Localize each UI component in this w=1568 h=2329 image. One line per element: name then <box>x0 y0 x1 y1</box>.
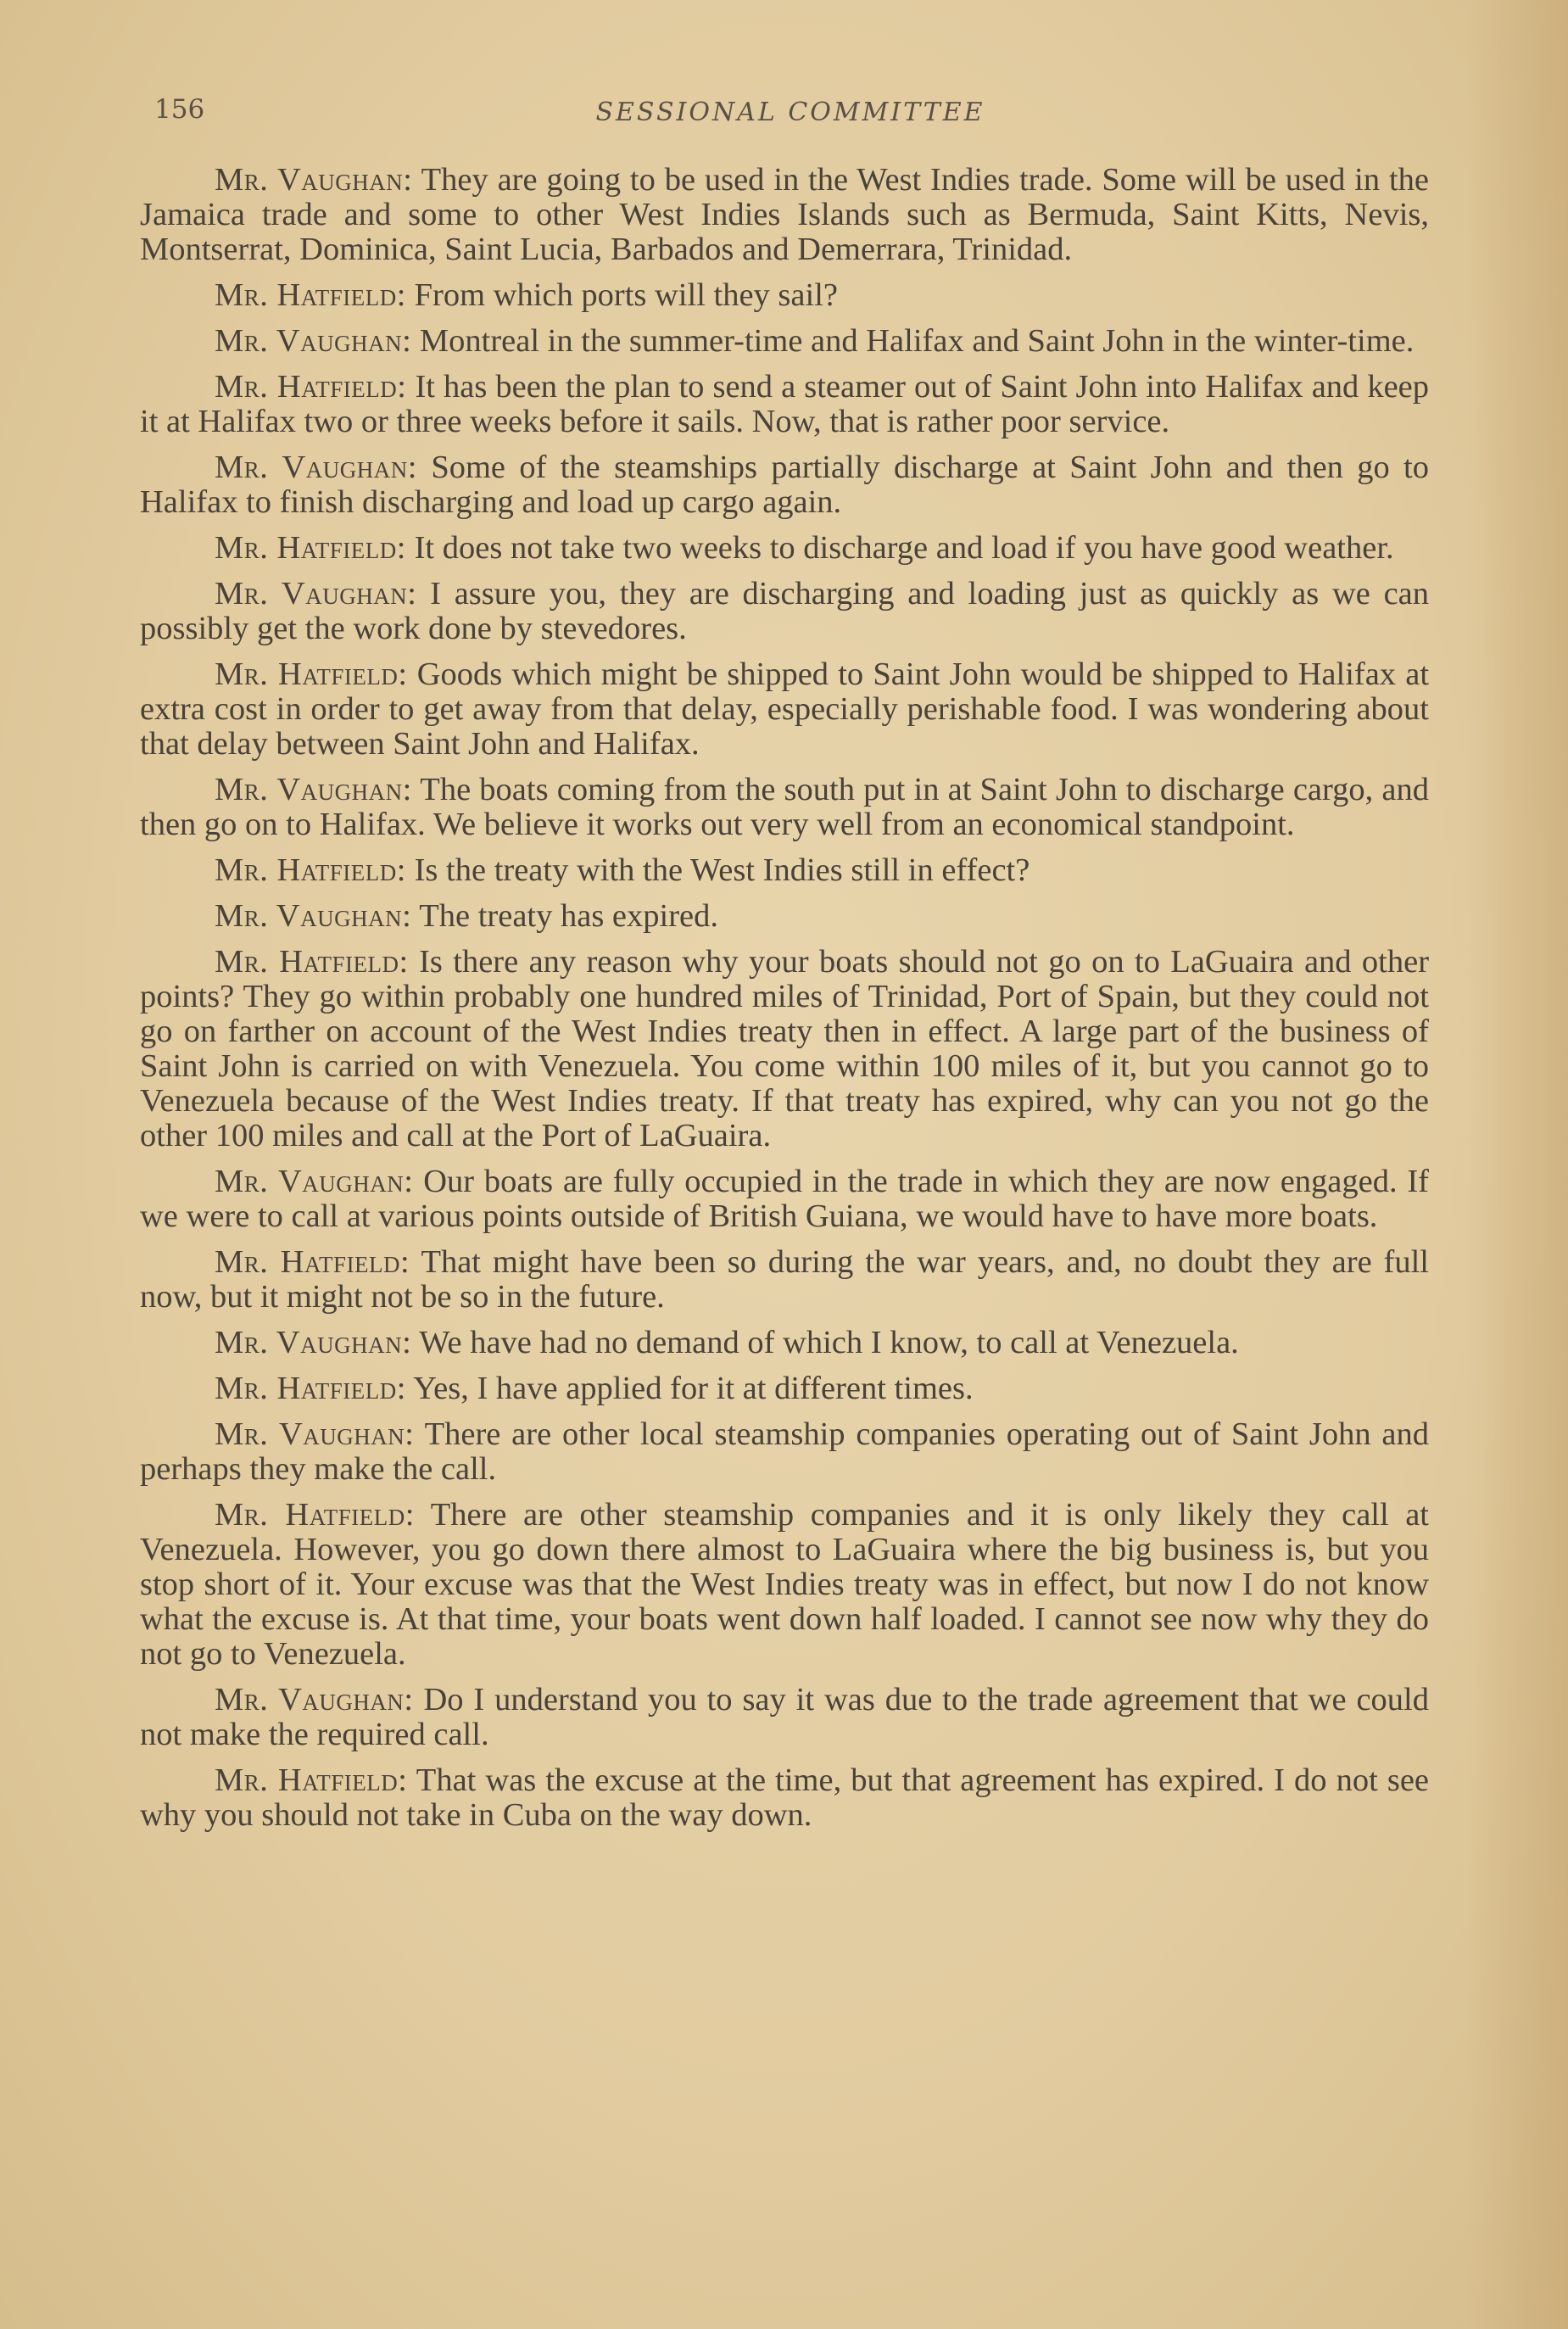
transcript-paragraph <box>140 1417 1429 1487</box>
speech-text: Montreal in the summer-time and Halifax and Saint John in the winter-time. <box>419 323 1415 359</box>
speech-text: Do I understand you to say it was due to the trade agreement that we could not make the required call. <box>140 1682 1429 1752</box>
speech-text: Is the treaty with the West Indies still in effect? <box>414 852 1030 888</box>
transcript-paragraph <box>140 657 1429 762</box>
transcript-paragraph <box>140 773 1429 842</box>
page-header <box>154 89 1426 140</box>
speech-text: They are going to be used in the West Indies trade. Some will be used in the Jamaica trade and some to other West Indies Islands such as Bermuda, Saint Kitts, Nevis, Montserrat, Dominica, Saint Lucia, Barbados and Demerrara, Trinidad. <box>140 162 1429 267</box>
page-number: 156 <box>154 94 205 125</box>
transcript-paragraph <box>140 853 1429 888</box>
speaker-name: Mr. Hatfield: <box>215 1497 415 1533</box>
speaker-name: Mr. Hatfield: <box>215 1244 410 1280</box>
speech-text: The boats coming from the south put in at Saint John to discharge cargo, and then go on to Halifax. We believe it works out very well from an economical standpoint. <box>140 772 1429 842</box>
speech-text: We have had no demand of which I know, to call at Venezuela. <box>419 1325 1239 1360</box>
speaker-name: Mr. Hatfield: <box>215 656 408 692</box>
speaker-name: Mr. Hatfield: <box>215 369 407 405</box>
speech-text: I assure you, they are discharging and loading just as quickly as we can possibly get the work done by stevedores. <box>140 576 1429 646</box>
transcript-paragraph <box>140 370 1429 439</box>
transcript-paragraph <box>140 278 1429 313</box>
transcript-paragraph <box>140 324 1429 359</box>
speech-text: Some of the steamships partially discharge at Saint John and then go to Halifax to finish discharging and load up cargo again. <box>140 450 1429 520</box>
transcript-paragraph <box>140 899 1429 934</box>
speech-text: It has been the plan to send a steamer out of Saint John into Halifax and keep it at Halifax two or three weeks before it sails. Now, that is rather poor service. <box>140 369 1430 439</box>
speech-text: There are other local steamship companies operating out of Saint John and perhaps they make the call. <box>140 1416 1429 1487</box>
speaker-name: Mr. Hatfield: <box>215 944 409 980</box>
speaker-name: Mr. Vaughan: <box>215 576 417 612</box>
speech-text: It does not take two weeks to discharge and load if you have good weather. <box>414 530 1394 566</box>
speaker-name: Mr. Hatfield: <box>215 1762 408 1798</box>
speech-text: Is there any reason why your boats should not go on to LaGuaira and other points? They go within probably one hundred miles of Trinidad, Port of Spain, but they could not go on farther on account of the West Indies treaty then in effect. A large part of the business of Saint John is carried on with Venezuela. You come within 100 miles of it, but you cannot go to Venezuela because of the West Indies treaty. If that treaty has expired, why can you not go the other 100 miles and call at the Port of LaGuaira. <box>140 944 1430 1153</box>
transcript-paragraph <box>140 577 1429 646</box>
transcript-paragraph <box>140 945 1429 1153</box>
transcript-paragraph <box>140 1326 1429 1360</box>
speaker-name: Mr. Hatfield: <box>215 277 406 313</box>
transcript-paragraph <box>140 531 1429 566</box>
speaker-name: Mr. Vaughan: <box>215 1682 414 1717</box>
transcript-body <box>140 163 1429 1844</box>
speech-text: There are other steamship companies and it is only likely they call at Venezuela. However, you go down there almost to LaGuaira where the big business is, but you stop short of it. Your excuse was that the West Indies treaty was in effect, but now I do not know what the excuse is. At that time, your boats went down half loaded. I cannot see now why they do not go to Venezuela. <box>140 1497 1429 1672</box>
transcript-paragraph <box>140 163 1429 267</box>
transcript-paragraph <box>140 1245 1429 1315</box>
speaker-name: Mr. Vaughan: <box>215 1164 414 1199</box>
speaker-name: Mr. Vaughan: <box>215 898 412 934</box>
transcript-paragraph <box>140 1498 1429 1672</box>
speaker-name: Mr. Vaughan: <box>215 772 412 807</box>
speech-text: That might have been so during the war years, and, no doubt they are full now, but it might not be so in the future. <box>140 1244 1429 1315</box>
speaker-name: Mr. Hatfield: <box>215 852 406 888</box>
speaker-name: Mr. Vaughan: <box>215 450 417 485</box>
speaker-name: Mr. Vaughan: <box>215 162 413 198</box>
transcript-paragraph <box>140 450 1429 520</box>
speech-text: From which ports will they sail? <box>414 277 838 313</box>
running-title: SESSIONAL COMMITTEE <box>595 98 985 127</box>
speech-text: Our boats are fully occupied in the trade in which they are now engaged. If we were to call at various points outside of British Guiana, we would have to have more boats. <box>140 1164 1430 1234</box>
transcript-paragraph <box>140 1683 1429 1752</box>
transcript-paragraph <box>140 1371 1429 1406</box>
speech-text: Yes, I have applied for it at different times. <box>413 1371 974 1406</box>
speaker-name: Mr. Hatfield: <box>215 1371 406 1406</box>
transcript-paragraph <box>140 1763 1429 1833</box>
speaker-name: Mr. Hatfield: <box>215 530 406 566</box>
speech-text: The treaty has expired. <box>419 898 718 934</box>
speaker-name: Mr. Vaughan: <box>215 323 412 359</box>
speaker-name: Mr. Vaughan: <box>215 1325 412 1360</box>
speaker-name: Mr. Vaughan: <box>215 1416 415 1452</box>
transcript-paragraph <box>140 1164 1429 1234</box>
speech-text: Goods which might be shipped to Saint John would be shipped to Halifax at extra cost in order to get away from that delay, especially perishable food. I was wondering about that delay between Saint John and Halifax. <box>140 656 1430 762</box>
speech-text: That was the excuse at the time, but that agreement has expired. I do not see why you should not take in Cuba on the way down. <box>140 1762 1430 1833</box>
